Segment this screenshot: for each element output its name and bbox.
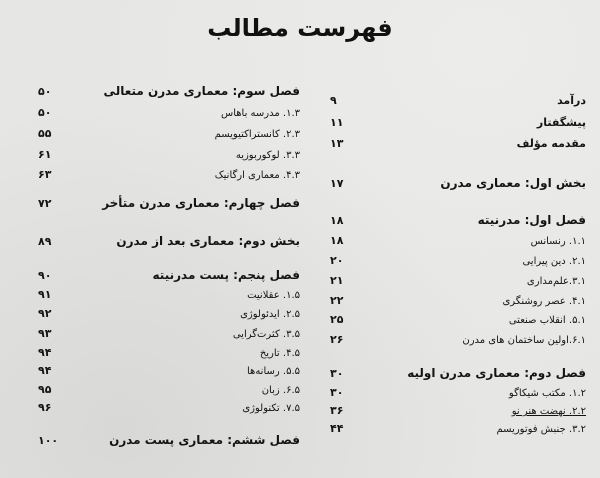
- toc-entry-label: ۳.۵. کثرت‌گرایی: [232, 329, 300, 340]
- toc-entry: [330, 294, 586, 307]
- toc-entry-label: ۲.۲. نهضت هنر نو: [511, 406, 586, 417]
- toc-entry-label: فصل پنجم: پست مدرنیته: [152, 268, 300, 282]
- toc-page-number: ۱۳: [330, 137, 344, 150]
- toc-page-number: ۳۶: [330, 404, 344, 417]
- toc-page-number: ۹۲: [38, 307, 52, 320]
- toc-page-number: ۶۳: [38, 168, 52, 181]
- toc-page-number: ۹۵: [38, 383, 52, 396]
- toc-entry-label: ۱.۳. مدرسه باهاس: [221, 108, 300, 119]
- toc-page-number: ۹۴: [38, 346, 52, 359]
- toc-page-number: ۹۰: [38, 269, 52, 282]
- toc-entry: [330, 313, 586, 326]
- toc-page-number: ۹۶: [38, 401, 52, 414]
- toc-page-number: ۴۴: [330, 422, 344, 435]
- toc-entry: [330, 234, 586, 247]
- toc-entry-label: فصل اول: مدرنیته: [477, 213, 586, 227]
- toc-page-number: ۵۰: [38, 85, 52, 98]
- toc-entry-label: ۶.۱.اولین ساختمان های مدرن: [462, 335, 586, 346]
- toc-entry-label: ۵.۵. رسانه‌ها: [247, 366, 300, 377]
- toc-entry-label: ۷.۵. تکنولوژی: [242, 403, 300, 414]
- toc-page-number: ۱۰۰: [38, 434, 59, 447]
- toc-page-number: ۳۰: [330, 386, 344, 399]
- toc-heading-entry: [330, 176, 586, 190]
- toc-entry-label: ۱.۱. رنسانس: [530, 236, 586, 247]
- toc-entry: [38, 106, 300, 119]
- toc-entry: [38, 307, 300, 320]
- toc-heading-entry: [330, 213, 586, 227]
- toc-entry-label: ۴.۵. تاریخ: [259, 348, 300, 359]
- toc-heading-entry: [38, 268, 300, 282]
- toc-entry: [330, 404, 586, 417]
- toc-page-number: ۱۷: [330, 177, 344, 190]
- toc-entry-label: ۲.۱. دین پیرایی: [522, 256, 586, 267]
- toc-entry-label: بخش دوم: معماری بعد از مدرن: [116, 234, 300, 248]
- toc-entry: [38, 168, 300, 181]
- toc-entry-label: ۱.۲. مکتب شیکاگو: [508, 388, 586, 399]
- toc-page-number: ۲۵: [330, 313, 344, 326]
- toc-page-number: ۶۱: [38, 148, 52, 161]
- toc-entry-label: فصل چهارم: معماری مدرن متأخر: [102, 196, 300, 210]
- toc-entry-label: بخش اول: معماری مدرن: [440, 176, 586, 190]
- toc-heading-entry: [330, 366, 586, 380]
- toc-entry: [38, 288, 300, 301]
- toc-page-number: ۲۲: [330, 294, 344, 307]
- toc-entry-label: ۳.۱.علم‌مداری: [526, 276, 586, 287]
- toc-entry-label: مقدمه مؤلف: [516, 137, 586, 150]
- toc-entry-label: درآمد: [557, 94, 586, 107]
- toc-entry-label: فصل سوم: معماری مدرن متعالی: [103, 84, 300, 98]
- toc-page-number: ۹: [330, 94, 337, 107]
- toc-entry: [330, 116, 586, 129]
- toc-page-number: ۲۰: [330, 254, 344, 267]
- toc-entry-label: فصل ششم: معماری پست مدرن: [109, 433, 300, 447]
- toc-entry-label: پیشگفتار: [536, 116, 586, 129]
- toc-entry: [330, 274, 586, 287]
- toc-entry: [330, 333, 586, 346]
- toc-entry: [330, 94, 586, 107]
- toc-entry: [330, 386, 586, 399]
- toc-page-number: ۹۴: [38, 364, 52, 377]
- toc-entry: [330, 422, 586, 435]
- toc-entry: [38, 346, 300, 359]
- toc-entry-label: ۶.۵. زبان: [261, 385, 300, 396]
- toc-entry: [38, 327, 300, 340]
- toc-page-number: ۵۰: [38, 106, 52, 119]
- toc-entry: [38, 401, 300, 414]
- toc-heading-entry: [38, 84, 300, 98]
- toc-entry: [330, 137, 586, 150]
- toc-entry-label: فصل دوم: معماری مدرن اولیه: [407, 366, 586, 380]
- toc-entry: [38, 148, 300, 161]
- toc-page-number: ۵۵: [38, 127, 52, 140]
- toc-heading-entry: [38, 196, 300, 210]
- toc-entry-label: ۱.۵. عقلانیت: [247, 290, 300, 301]
- toc-page-number: ۲۱: [330, 274, 344, 287]
- page-title: فهرست مطالب: [207, 14, 393, 42]
- toc-entry: [38, 364, 300, 377]
- toc-page-number: ۱۸: [330, 214, 344, 227]
- toc-page-number: ۸۹: [38, 235, 52, 248]
- toc-heading-entry: [38, 433, 300, 447]
- toc-entry-label: ۳.۲. جنبش فوتوریسم: [496, 424, 586, 435]
- toc-entry: [330, 254, 586, 267]
- toc-heading-entry: [38, 234, 300, 248]
- toc-page-number: ۹۳: [38, 327, 52, 340]
- toc-entry-label: ۳.۳. لوکوربوزیه: [235, 150, 300, 161]
- toc-entry-label: ۴.۱. عصر روشنگری: [502, 296, 586, 307]
- toc-entry-label: ۲.۳. کانستراکتیویسم: [214, 129, 300, 140]
- toc-entry-label: ۴.۳. معماری ارگانیک: [214, 170, 300, 181]
- toc-page-number: ۳۰: [330, 367, 344, 380]
- toc-page-number: ۱۱: [330, 116, 344, 129]
- toc-entry-label: ۵.۱. انقلاب صنعتی: [508, 315, 586, 326]
- toc-page-number: ۱۸: [330, 234, 344, 247]
- toc-entry: [38, 383, 300, 396]
- toc-page-number: ۲۶: [330, 333, 344, 346]
- toc-page-number: ۷۲: [38, 197, 52, 210]
- toc-entry: [38, 127, 300, 140]
- toc-page-number: ۹۱: [38, 288, 52, 301]
- toc-entry-label: ۲.۵. ایدئولوژی: [240, 309, 300, 320]
